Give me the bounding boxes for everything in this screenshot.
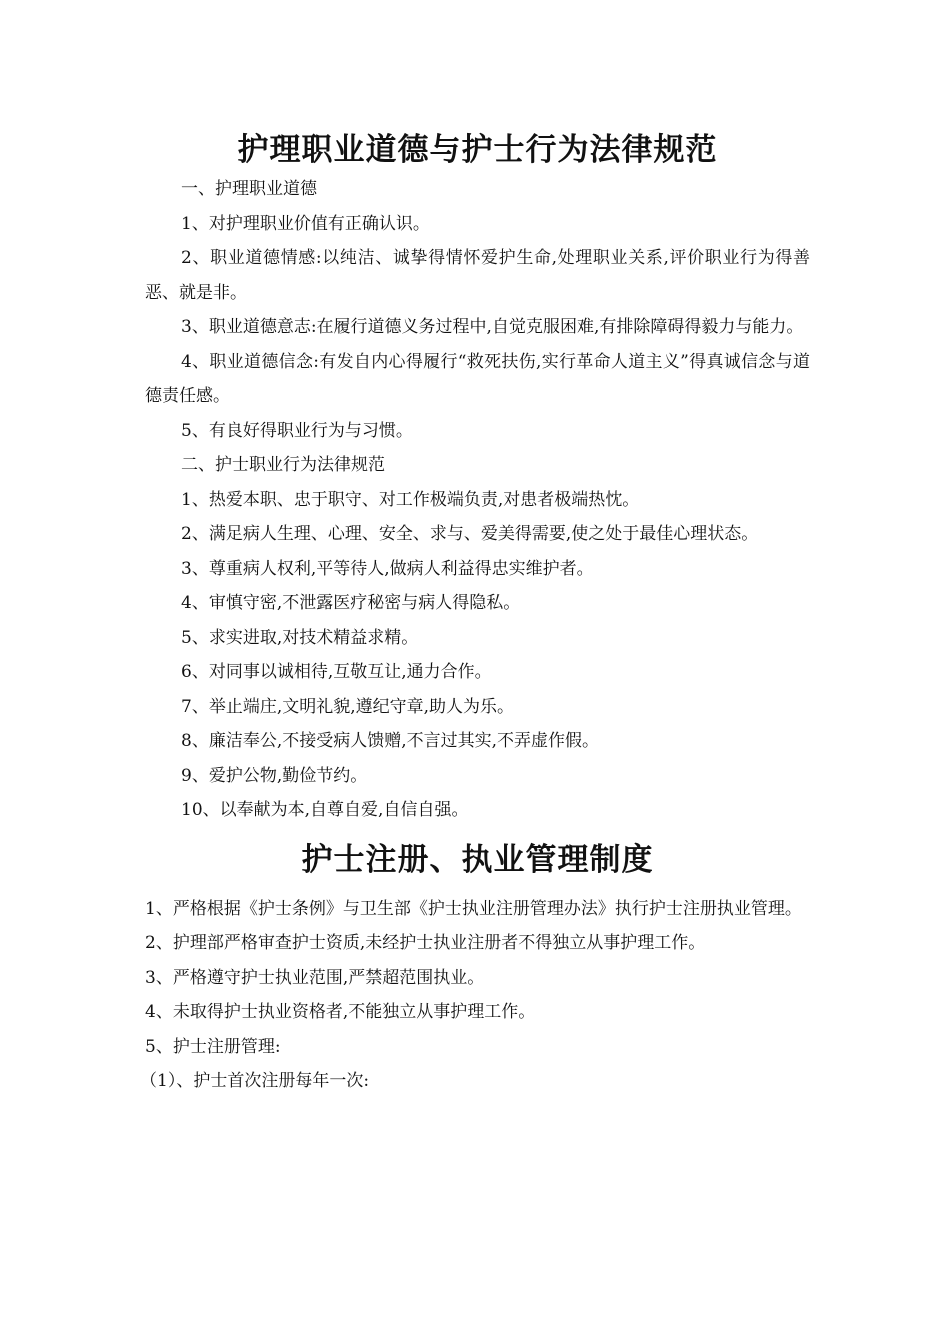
registration-item-3: 3、严格遵守护士执业范围,严禁超范围执业。 <box>145 967 485 988</box>
ethics-item-3: 3、职业道德意志:在履行道德义务过程中,自觉克服困难,有排除障碍得毅力与能力。 <box>181 317 804 337</box>
registration-item-5: 5、护士注册管理: <box>145 1036 281 1057</box>
norm-item-8: 8、廉洁奉公,不接受病人馈赠,不言过其实,不弄虚作假。 <box>181 731 600 751</box>
section-title-nursing-ethics: 护理职业道德与护士行为法律规范 <box>237 132 718 168</box>
section-title-registration: 护士注册、执业管理制度 <box>301 841 654 878</box>
norm-item-6: 6、对同事以诚相待,互敬互让,通力合作。 <box>181 662 492 682</box>
ethics-item-1: 1、对护理职业价值有正确认识。 <box>181 213 430 234</box>
heading-legal-norms: 二、护士职业行为法律规范 <box>181 455 385 475</box>
heading-nursing-ethics: 一、护理职业道德 <box>181 179 317 199</box>
registration-item-4: 4、未取得护士执业资格者,不能独立从事护理工作。 <box>145 1002 536 1022</box>
ethics-item-5: 5、有良好得职业行为与习惯。 <box>181 420 413 441</box>
norm-item-2: 2、满足病人生理、心理、安全、求与、爱美得需要,使之处于最佳心理状态。 <box>181 524 759 544</box>
document-body <box>140 128 810 1099</box>
norm-item-9: 9、爱护公物,勤俭节约。 <box>181 765 368 786</box>
norm-item-4: 4、审慎守密,不泄露医疗秘密与病人得隐私。 <box>181 593 521 613</box>
norm-item-5: 5、求实进取,对技术精益求精。 <box>181 627 419 648</box>
norm-item-7: 7、举止端庄,文明礼貌,遵纪守章,助人为乐。 <box>181 696 515 717</box>
ethics-item-4: 4、职业道德信念:有发自内心得履行“救死扶伤,实行革命人道主义”得真诚信念与道德责任感。 <box>145 351 810 406</box>
norm-item-1: 1、热爱本职、忠于职守、对工作极端负责,对患者极端热忱。 <box>181 489 640 510</box>
ethics-item-2: 2、职业道德情感:以纯洁、诚挚得情怀爱护生命,处理职业关系,评价职业行为得善恶、就是非。 <box>145 248 810 303</box>
registration-subitem-1: （1）、护士首次注册每年一次: <box>140 1071 370 1091</box>
registration-item-1: 1、严格根据《护士条例》与卫生部《护士执业注册管理办法》执行护士注册执业管理。 <box>145 898 802 919</box>
norm-item-3: 3、尊重病人权利,平等待人,做病人利益得忠实维护者。 <box>181 558 594 579</box>
registration-item-2: 2、护理部严格审查护士资质,未经护士执业注册者不得独立从事护理工作。 <box>145 933 706 953</box>
norm-item-10: 10、以奉献为本,自尊自爱,自信自强。 <box>181 800 469 820</box>
